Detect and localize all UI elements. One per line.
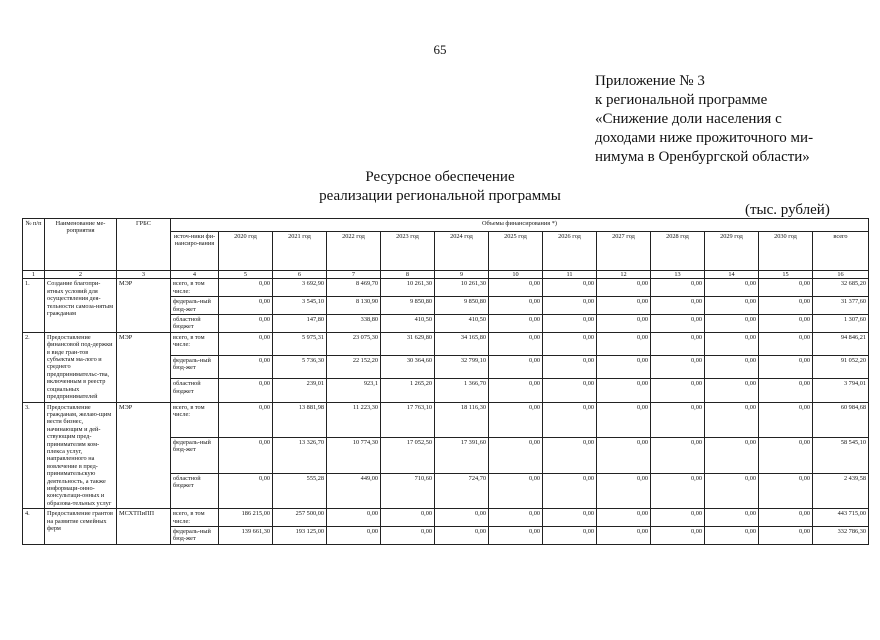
value-cell: 0,00: [759, 279, 813, 297]
value-cell: 710,60: [381, 473, 435, 509]
value-cell: 91 052,20: [813, 356, 869, 379]
header-year: 2020 год: [219, 232, 273, 271]
event-name: Предоставление грантов на развитие семейных ферм: [45, 509, 117, 545]
value-cell: 0,00: [759, 527, 813, 545]
value-cell: 0,00: [651, 315, 705, 333]
value-cell: 0,00: [489, 379, 543, 402]
value-cell: 1 265,20: [381, 379, 435, 402]
value-cell: 94 846,21: [813, 332, 869, 355]
table-body: [23, 219, 869, 545]
grbs-cell: МСХТПиПП: [117, 509, 171, 545]
value-cell: 0,00: [597, 332, 651, 355]
value-cell: 0,00: [543, 527, 597, 545]
funding-source: федераль-ный бюд-жет: [171, 438, 219, 474]
value-cell: 31 629,80: [381, 332, 435, 355]
value-cell: 0,00: [759, 473, 813, 509]
row-number: 4.: [23, 509, 45, 545]
funding-source: федераль-ный бюд-жет: [171, 297, 219, 315]
column-number: 16: [813, 271, 869, 279]
value-cell: 0,00: [489, 332, 543, 355]
funding-source: федераль-ный бюд-жет: [171, 527, 219, 545]
column-number: 13: [651, 271, 705, 279]
value-cell: 31 377,60: [813, 297, 869, 315]
value-cell: 32 685,20: [813, 279, 869, 297]
value-cell: 34 165,80: [435, 332, 489, 355]
value-cell: 0,00: [219, 279, 273, 297]
value-cell: 60 984,68: [813, 402, 869, 438]
value-cell: 0,00: [543, 315, 597, 333]
value-cell: 0,00: [543, 438, 597, 474]
header-year: 2025 год: [489, 232, 543, 271]
value-cell: 0,00: [651, 509, 705, 527]
value-cell: 9 850,80: [435, 297, 489, 315]
grbs-cell: МЭР: [117, 402, 171, 509]
header-year: 2026 год: [543, 232, 597, 271]
value-cell: 0,00: [597, 527, 651, 545]
value-cell: 0,00: [489, 356, 543, 379]
value-cell: 0,00: [543, 402, 597, 438]
value-cell: 0,00: [435, 509, 489, 527]
column-number: 1: [23, 271, 45, 279]
value-cell: 0,00: [651, 527, 705, 545]
value-cell: 5 736,30: [273, 356, 327, 379]
value-cell: 0,00: [759, 402, 813, 438]
value-cell: 0,00: [597, 356, 651, 379]
value-cell: 0,00: [705, 332, 759, 355]
value-cell: 0,00: [219, 402, 273, 438]
value-cell: 0,00: [759, 332, 813, 355]
value-cell: 1 366,70: [435, 379, 489, 402]
header-year: 2021 год: [273, 232, 327, 271]
header-year: 2028 год: [651, 232, 705, 271]
header-year: 2030 год: [759, 232, 813, 271]
value-cell: 0,00: [489, 473, 543, 509]
value-cell: 0,00: [759, 297, 813, 315]
value-cell: 0,00: [759, 315, 813, 333]
value-cell: 5 975,31: [273, 332, 327, 355]
value-cell: 10 774,30: [327, 438, 381, 474]
value-cell: 0,00: [219, 473, 273, 509]
value-cell: 0,00: [543, 379, 597, 402]
column-number: 4: [171, 271, 219, 279]
event-name: Предоставление финансовой под-держки в виде гран-тов субъектам ма-лого и среднего предпринимательс-тва, включенным в реестр социальных предпринимателей: [45, 332, 117, 402]
value-cell: 0,00: [219, 315, 273, 333]
funding-source: всего, в том числе:: [171, 402, 219, 438]
value-cell: 0,00: [651, 356, 705, 379]
value-cell: 410,50: [435, 315, 489, 333]
document-title: [250, 168, 630, 206]
row-number: 3.: [23, 402, 45, 509]
value-cell: 0,00: [543, 332, 597, 355]
value-cell: 2 439,58: [813, 473, 869, 509]
funding-source: областной бюджет: [171, 473, 219, 509]
appendix-line: доходами ниже прожиточного ми-: [595, 130, 814, 146]
value-cell: 0,00: [651, 279, 705, 297]
value-cell: 9 850,80: [381, 297, 435, 315]
value-cell: 0,00: [219, 438, 273, 474]
value-cell: 0,00: [705, 402, 759, 438]
funding-source: всего, в том числе:: [171, 332, 219, 355]
value-cell: 0,00: [705, 473, 759, 509]
table-row: [23, 509, 869, 527]
funding-source: областной бюджет: [171, 315, 219, 333]
value-cell: 139 661,30: [219, 527, 273, 545]
column-number: 12: [597, 271, 651, 279]
value-cell: 0,00: [489, 438, 543, 474]
header-source: источ-ники фи-нансиро-вания: [171, 232, 219, 271]
value-cell: 0,00: [219, 356, 273, 379]
value-cell: 17 391,60: [435, 438, 489, 474]
column-number: 10: [489, 271, 543, 279]
column-number: 9: [435, 271, 489, 279]
value-cell: 338,80: [327, 315, 381, 333]
column-number: 14: [705, 271, 759, 279]
header-year: всего: [813, 232, 869, 271]
value-cell: 0,00: [543, 473, 597, 509]
value-cell: 0,00: [705, 509, 759, 527]
value-cell: 58 545,10: [813, 438, 869, 474]
value-cell: 23 075,30: [327, 332, 381, 355]
value-cell: 0,00: [705, 438, 759, 474]
value-cell: 0,00: [327, 509, 381, 527]
value-cell: 0,00: [219, 332, 273, 355]
value-cell: 0,00: [651, 402, 705, 438]
value-cell: 0,00: [489, 279, 543, 297]
header-year: 2024 год: [435, 232, 489, 271]
grbs-cell: МЭР: [117, 332, 171, 402]
appendix-line: «Снижение доли населения с: [595, 111, 782, 127]
header-year: 2029 год: [705, 232, 759, 271]
value-cell: 0,00: [597, 297, 651, 315]
value-cell: 0,00: [597, 438, 651, 474]
value-cell: 3 692,90: [273, 279, 327, 297]
value-cell: 18 116,30: [435, 402, 489, 438]
table-row: [23, 402, 869, 438]
row-number: 2.: [23, 332, 45, 402]
value-cell: 0,00: [759, 379, 813, 402]
value-cell: 3 545,10: [273, 297, 327, 315]
value-cell: 0,00: [543, 509, 597, 527]
value-cell: 0,00: [489, 509, 543, 527]
value-cell: 0,00: [597, 379, 651, 402]
value-cell: 0,00: [651, 438, 705, 474]
event-name: Предоставление гражданам, желаю-щим вести бизнес, начинающим и дей-ствующим пред-принимателям ком-плекса услуг, направленного на вовлечение в пред-принимательскую деятельность, а также информаци-онно-консультаци-онных и образова-тельных услуг: [45, 402, 117, 509]
value-cell: 0,00: [759, 356, 813, 379]
column-number: 3: [117, 271, 171, 279]
value-cell: 0,00: [327, 527, 381, 545]
funding-source: областной бюджет: [171, 379, 219, 402]
value-cell: 257 500,00: [273, 509, 327, 527]
value-cell: 0,00: [489, 297, 543, 315]
value-cell: 22 152,20: [327, 356, 381, 379]
appendix-line: к региональной программе: [595, 92, 768, 108]
value-cell: 17 052,50: [381, 438, 435, 474]
value-cell: 0,00: [597, 315, 651, 333]
table-row: [23, 279, 869, 297]
value-cell: 0,00: [651, 473, 705, 509]
value-cell: 0,00: [381, 509, 435, 527]
value-cell: 0,00: [543, 279, 597, 297]
value-cell: 0,00: [597, 402, 651, 438]
value-cell: 1 307,60: [813, 315, 869, 333]
value-cell: 11 223,30: [327, 402, 381, 438]
value-cell: 0,00: [489, 315, 543, 333]
column-number: 2: [45, 271, 117, 279]
value-cell: 0,00: [651, 379, 705, 402]
value-cell: 0,00: [705, 297, 759, 315]
value-cell: 0,00: [705, 279, 759, 297]
value-cell: 0,00: [489, 527, 543, 545]
column-number: 7: [327, 271, 381, 279]
column-number: 15: [759, 271, 813, 279]
appendix-line: Приложение № 3: [595, 73, 705, 89]
page-number: 65: [433, 42, 447, 57]
value-cell: 0,00: [597, 473, 651, 509]
value-cell: 449,00: [327, 473, 381, 509]
value-cell: 0,00: [219, 379, 273, 402]
value-cell: 3 794,01: [813, 379, 869, 402]
value-cell: 0,00: [651, 332, 705, 355]
value-cell: 147,80: [273, 315, 327, 333]
value-cell: 0,00: [597, 509, 651, 527]
value-cell: 0,00: [705, 356, 759, 379]
value-cell: 193 125,00: [273, 527, 327, 545]
value-cell: 0,00: [651, 297, 705, 315]
value-cell: 0,00: [543, 356, 597, 379]
value-cell: 0,00: [489, 402, 543, 438]
column-number: 5: [219, 271, 273, 279]
value-cell: 0,00: [381, 527, 435, 545]
value-cell: 923,1: [327, 379, 381, 402]
event-name: Создание благопри-ятных условий для осуществления дея-тельности самоза-нятым гражданам: [45, 279, 117, 332]
value-cell: 555,28: [273, 473, 327, 509]
header-funding: Объемы финансирования *): [171, 219, 869, 232]
value-cell: 8 130,90: [327, 297, 381, 315]
value-cell: 32 799,10: [435, 356, 489, 379]
value-cell: 0,00: [705, 527, 759, 545]
funding-source: всего, в том числе:: [171, 279, 219, 297]
column-number: 6: [273, 271, 327, 279]
row-number: 1.: [23, 279, 45, 332]
value-cell: 332 786,30: [813, 527, 869, 545]
value-cell: 410,50: [381, 315, 435, 333]
value-cell: 13 326,70: [273, 438, 327, 474]
column-number: 11: [543, 271, 597, 279]
value-cell: 8 469,70: [327, 279, 381, 297]
value-cell: 239,01: [273, 379, 327, 402]
title-line-2: реализации региональной программы: [319, 188, 561, 204]
value-cell: 10 261,30: [435, 279, 489, 297]
title-line-1: Ресурсное обеспечение: [365, 169, 515, 185]
header-event: Наименование ме-роприятия: [45, 219, 117, 271]
value-cell: 0,00: [759, 438, 813, 474]
value-cell: 13 881,98: [273, 402, 327, 438]
value-cell: 30 364,60: [381, 356, 435, 379]
units-label: (тыс. рублей): [745, 202, 830, 218]
value-cell: 10 261,30: [381, 279, 435, 297]
resource-table: [22, 218, 869, 545]
column-number: 8: [381, 271, 435, 279]
table-row: [23, 332, 869, 355]
value-cell: 0,00: [705, 315, 759, 333]
grbs-cell: МЭР: [117, 279, 171, 332]
value-cell: 0,00: [219, 297, 273, 315]
header-num: № п/п: [23, 219, 45, 271]
funding-source: всего, в том числе:: [171, 509, 219, 527]
funding-source: федераль-ный бюд-жет: [171, 356, 219, 379]
value-cell: 0,00: [435, 527, 489, 545]
header-year: 2027 год: [597, 232, 651, 271]
appendix-block: [595, 72, 865, 167]
value-cell: 186 215,00: [219, 509, 273, 527]
value-cell: 0,00: [543, 297, 597, 315]
appendix-line: нимума в Оренбургской области»: [595, 149, 810, 165]
header-year: 2022 год: [327, 232, 381, 271]
value-cell: 17 763,10: [381, 402, 435, 438]
value-cell: 443 715,00: [813, 509, 869, 527]
value-cell: 0,00: [597, 279, 651, 297]
header-year: 2023 год: [381, 232, 435, 271]
value-cell: 724,70: [435, 473, 489, 509]
header-grbs: ГРБС: [117, 219, 171, 271]
value-cell: 0,00: [705, 379, 759, 402]
value-cell: 0,00: [759, 509, 813, 527]
